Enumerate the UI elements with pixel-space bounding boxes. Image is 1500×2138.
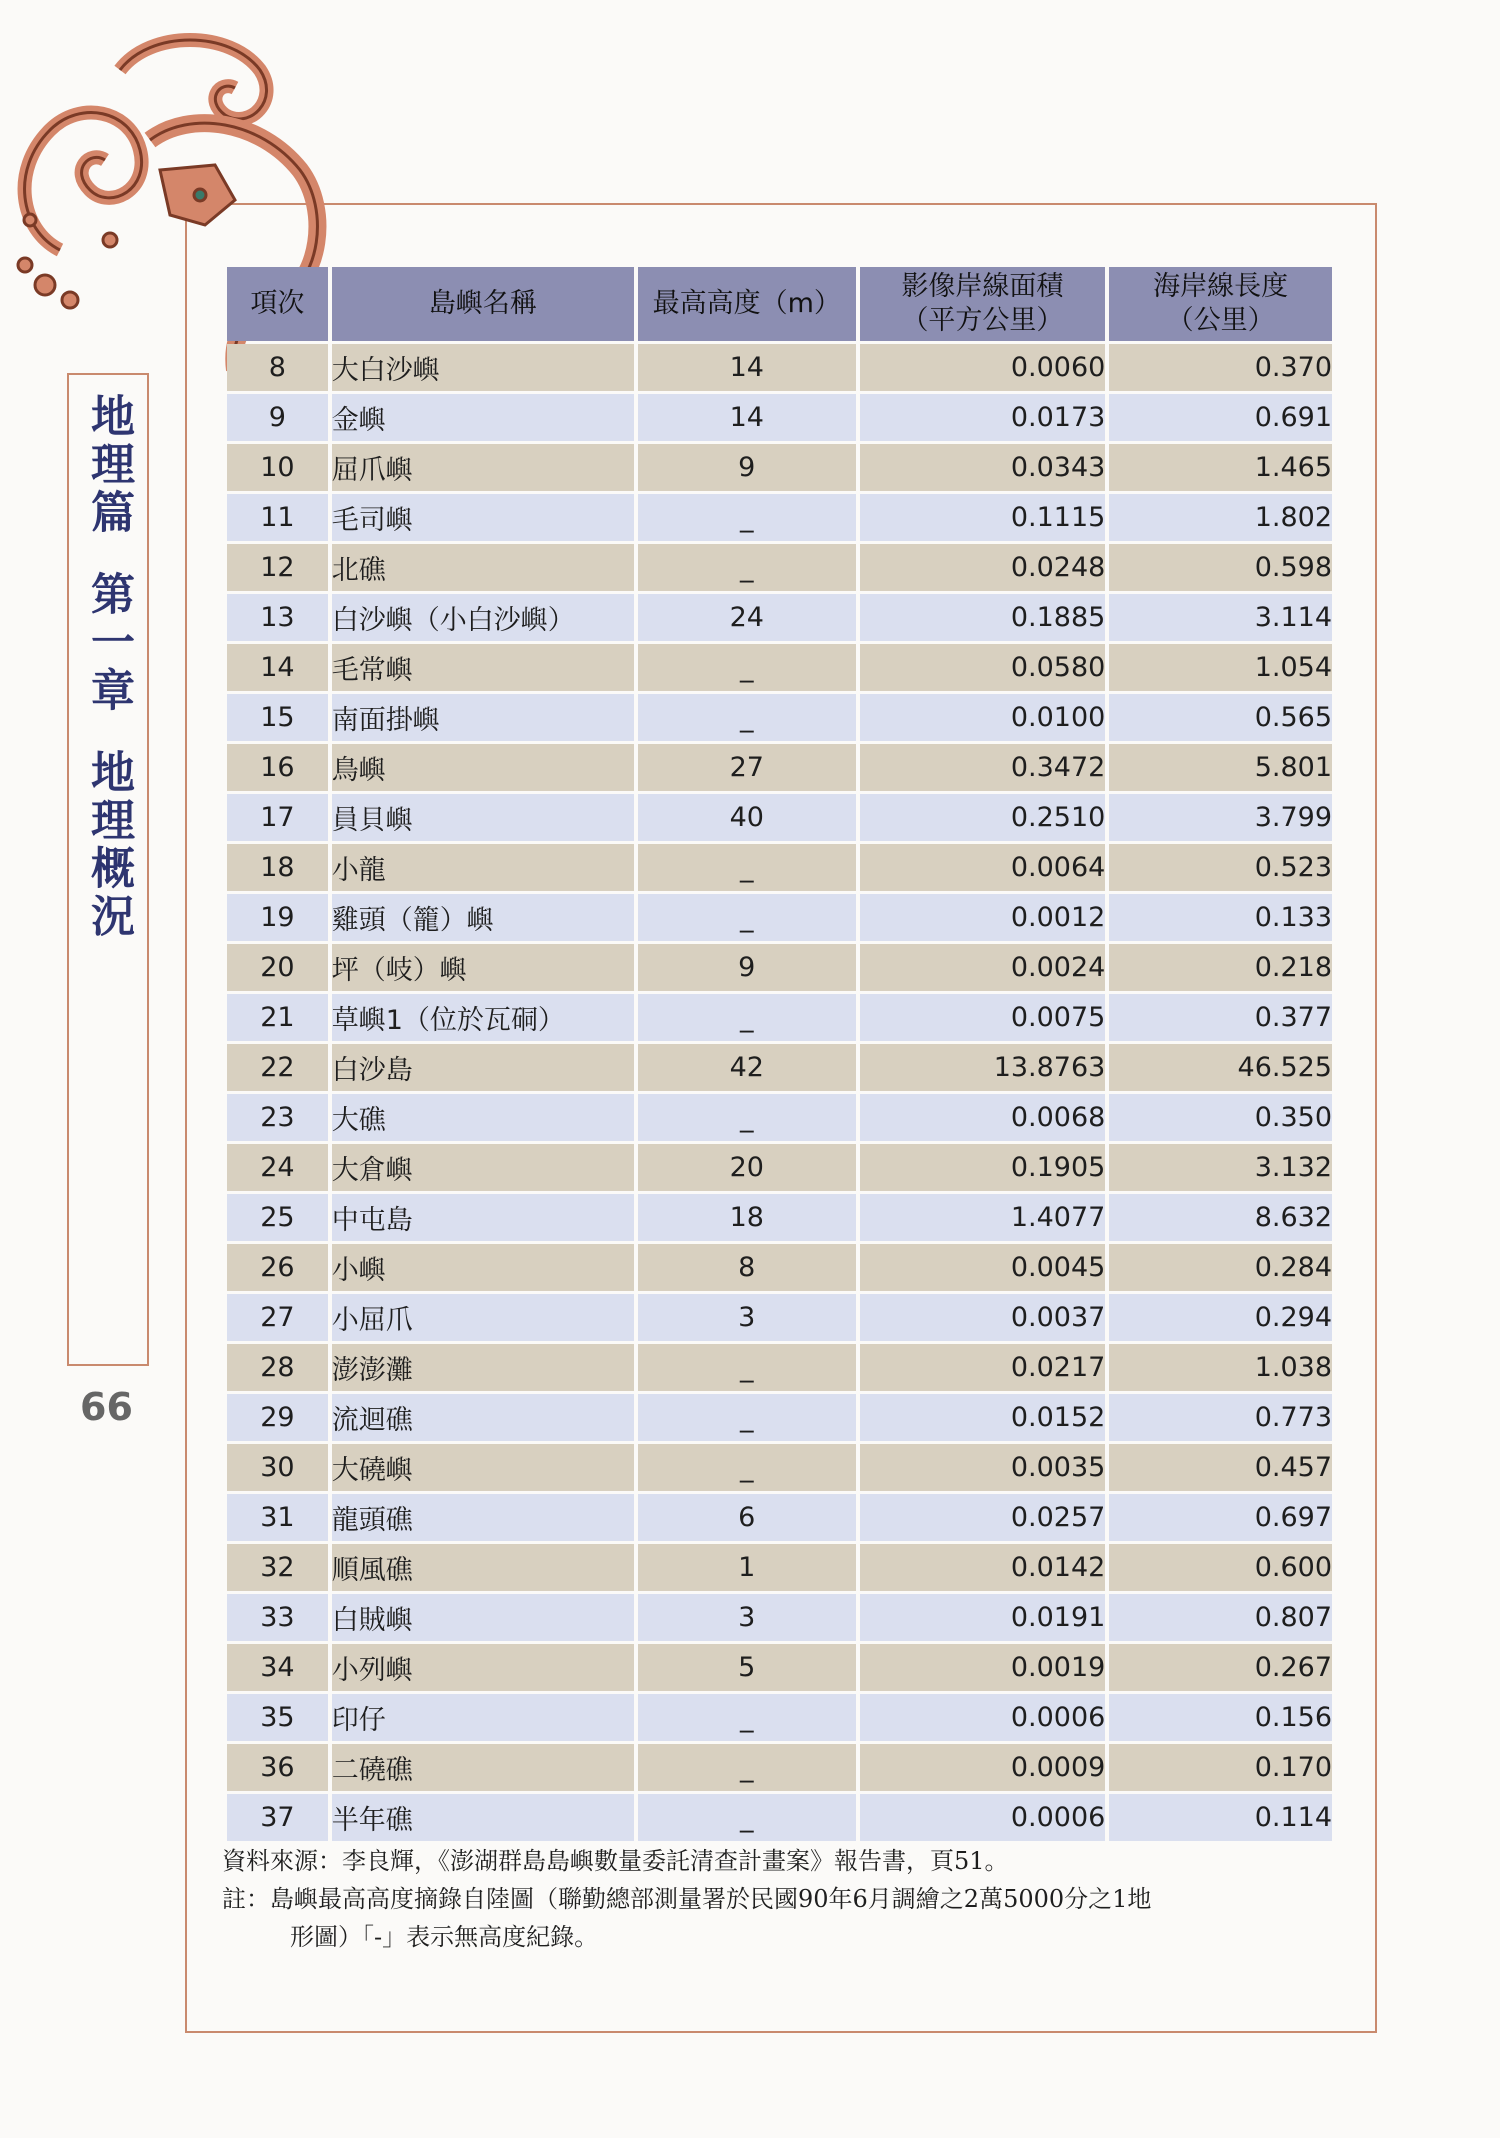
cell-area: 0.0217: [860, 1344, 1106, 1391]
cell-coast: 0.598: [1109, 544, 1332, 591]
cell-coast: 0.267: [1109, 1644, 1332, 1691]
cell-coast: 0.350: [1109, 1094, 1332, 1141]
cell-area: 0.0012: [860, 894, 1106, 941]
cell-area: 0.0075: [860, 994, 1106, 1041]
table-row: [227, 444, 1332, 491]
cell-height: 20: [638, 1144, 856, 1191]
table-row: [227, 494, 1332, 541]
chapter-side-box: [67, 373, 149, 1366]
cell-height: _: [638, 1094, 856, 1141]
cell-area: 0.1905: [860, 1144, 1106, 1191]
table-row: [227, 994, 1332, 1041]
cell-name: 大白沙嶼: [332, 344, 634, 391]
cell-area: 13.8763: [860, 1044, 1106, 1091]
cell-height: 9: [638, 444, 856, 491]
cell-coast: 0.133: [1109, 894, 1332, 941]
table-row: [227, 694, 1332, 741]
cell-name: 小嶼: [332, 1244, 634, 1291]
table-header-row: [227, 267, 1332, 341]
cell-no: 27: [227, 1294, 328, 1341]
cell-coast: 0.457: [1109, 1444, 1332, 1491]
header-coast-line1: 海岸線長度: [1153, 271, 1289, 302]
cell-height: _: [638, 694, 856, 741]
cell-name: 大礁: [332, 1094, 634, 1141]
cell-area: 0.1885: [860, 594, 1106, 641]
cell-area: 0.0142: [860, 1544, 1106, 1591]
cell-height: 24: [638, 594, 856, 641]
cell-no: 31: [227, 1494, 328, 1541]
cell-name: 草嶼1（位於瓦硐）: [332, 994, 634, 1041]
cell-name: 坪（岐）嶼: [332, 944, 634, 991]
header-coast-line2: （公里）: [1166, 305, 1275, 336]
cell-no: 37: [227, 1794, 328, 1841]
cell-height: 14: [638, 344, 856, 391]
header-height: 最高高度（m）: [638, 267, 856, 341]
cell-no: 24: [227, 1144, 328, 1191]
table-row: [227, 1044, 1332, 1091]
chapter-side-title: [69, 393, 147, 941]
cell-coast: 0.218: [1109, 944, 1332, 991]
cell-coast: 46.525: [1109, 1044, 1332, 1091]
table-row: [227, 894, 1332, 941]
header-no: 項次: [227, 267, 328, 341]
table-row: [227, 544, 1332, 591]
cell-height: _: [638, 1694, 856, 1741]
section-title: 地理概況: [83, 749, 134, 941]
table-row: [227, 594, 1332, 641]
cell-height: 5: [638, 1644, 856, 1691]
cell-no: 36: [227, 1744, 328, 1791]
cell-no: 29: [227, 1394, 328, 1441]
cell-height: 42: [638, 1044, 856, 1091]
cell-area: 0.0035: [860, 1444, 1106, 1491]
cell-name: 大倉嶼: [332, 1144, 634, 1191]
cell-no: 22: [227, 1044, 328, 1091]
cell-coast: 0.691: [1109, 394, 1332, 441]
cell-name: 員貝嶼: [332, 794, 634, 841]
cell-name: 中屯島: [332, 1194, 634, 1241]
cell-name: 澎澎灘: [332, 1344, 634, 1391]
cell-no: 8: [227, 344, 328, 391]
cell-coast: 0.773: [1109, 1394, 1332, 1441]
cell-area: 0.0060: [860, 344, 1106, 391]
table-row: [227, 644, 1332, 691]
cell-area: 0.0257: [860, 1494, 1106, 1541]
cell-no: 35: [227, 1694, 328, 1741]
cell-name: 小列嶼: [332, 1644, 634, 1691]
cell-name: 毛常嶼: [332, 644, 634, 691]
source-note: 資料來源：李良輝，《澎湖群島島嶼數量委託清查計畫案》報告書，頁51。: [222, 1847, 1009, 1875]
table-row: [227, 1594, 1332, 1641]
cell-area: 0.0152: [860, 1394, 1106, 1441]
cell-name: 金嶼: [332, 394, 634, 441]
cell-coast: 3.132: [1109, 1144, 1332, 1191]
table-row: [227, 744, 1332, 791]
header-area-line1: 影像岸線面積: [901, 271, 1064, 302]
cell-coast: 8.632: [1109, 1194, 1332, 1241]
cell-height: 40: [638, 794, 856, 841]
cell-coast: 0.565: [1109, 694, 1332, 741]
cell-no: 12: [227, 544, 328, 591]
cell-name: 半年礁: [332, 1794, 634, 1841]
cell-coast: 1.054: [1109, 644, 1332, 691]
cell-coast: 0.807: [1109, 1594, 1332, 1641]
table-row: [227, 1144, 1332, 1191]
cell-name: 雞頭（籠）嶼: [332, 894, 634, 941]
cell-name: 二磽礁: [332, 1744, 634, 1791]
cell-coast: 0.114: [1109, 1794, 1332, 1841]
cell-name: 小屈爪: [332, 1294, 634, 1341]
cell-no: 32: [227, 1544, 328, 1591]
chapter-number: 第一章: [83, 571, 134, 715]
cell-area: 0.0343: [860, 444, 1106, 491]
cell-name: 北礁: [332, 544, 634, 591]
cell-no: 23: [227, 1094, 328, 1141]
cell-height: _: [638, 1794, 856, 1841]
table-row: [227, 1294, 1332, 1341]
table-row: [227, 1544, 1332, 1591]
table-row: [227, 1444, 1332, 1491]
cell-coast: 1.802: [1109, 494, 1332, 541]
cell-height: 27: [638, 744, 856, 791]
cell-coast: 0.377: [1109, 994, 1332, 1041]
cell-height: 3: [638, 1594, 856, 1641]
table-row: [227, 1794, 1332, 1841]
cell-no: 17: [227, 794, 328, 841]
cell-area: 0.0580: [860, 644, 1106, 691]
cell-area: 0.0100: [860, 694, 1106, 741]
cell-no: 14: [227, 644, 328, 691]
cell-no: 10: [227, 444, 328, 491]
table-notes: [222, 1842, 1322, 1956]
cell-area: 0.0006: [860, 1694, 1106, 1741]
cell-coast: 0.156: [1109, 1694, 1332, 1741]
header-area: [860, 267, 1106, 341]
cell-area: 0.0045: [860, 1244, 1106, 1291]
cell-height: 8: [638, 1244, 856, 1291]
table-row: [227, 1744, 1332, 1791]
table-row: [227, 1194, 1332, 1241]
table-row: [227, 944, 1332, 991]
cell-name: 白沙嶼（小白沙嶼）: [332, 594, 634, 641]
cell-no: 21: [227, 994, 328, 1041]
cell-name: 流迴礁: [332, 1394, 634, 1441]
cell-name: 印仔: [332, 1694, 634, 1741]
island-table: [223, 264, 1336, 1844]
cell-area: 0.0068: [860, 1094, 1106, 1141]
cell-height: 6: [638, 1494, 856, 1541]
cell-area: 0.0006: [860, 1794, 1106, 1841]
cell-coast: 0.600: [1109, 1544, 1332, 1591]
cell-coast: 0.170: [1109, 1744, 1332, 1791]
cell-no: 26: [227, 1244, 328, 1291]
cell-height: 9: [638, 944, 856, 991]
cell-coast: 1.038: [1109, 1344, 1332, 1391]
height-note-line2: 形圖）「-」表示無高度紀錄。: [290, 1923, 599, 1951]
cell-height: _: [638, 1394, 856, 1441]
cell-no: 11: [227, 494, 328, 541]
table-body: [227, 344, 1332, 1841]
cell-name: 屈爪嶼: [332, 444, 634, 491]
header-coast: [1109, 267, 1332, 341]
cell-area: 0.0191: [860, 1594, 1106, 1641]
cell-no: 20: [227, 944, 328, 991]
table-row: [227, 344, 1332, 391]
cell-name: 順風礁: [332, 1544, 634, 1591]
table-row: [227, 794, 1332, 841]
height-note-line1: 註：島嶼最高高度摘錄自陸圖（聯勤總部測量署於民國90年6月調繪之2萬5000分之1地: [222, 1885, 1152, 1913]
header-area-line2: （平方公里）: [901, 305, 1064, 336]
cell-height: _: [638, 894, 856, 941]
cell-area: 0.0019: [860, 1644, 1106, 1691]
cell-coast: 0.697: [1109, 1494, 1332, 1541]
cell-no: 30: [227, 1444, 328, 1491]
cell-area: 0.0024: [860, 944, 1106, 991]
cell-area: 0.2510: [860, 794, 1106, 841]
cell-name: 白賊嶼: [332, 1594, 634, 1641]
cell-area: 0.0009: [860, 1744, 1106, 1791]
cell-coast: 5.801: [1109, 744, 1332, 791]
cell-name: 小龍: [332, 844, 634, 891]
page-number: 66: [80, 1385, 133, 1429]
cell-height: _: [638, 1444, 856, 1491]
cell-no: 34: [227, 1644, 328, 1691]
cell-height: 3: [638, 1294, 856, 1341]
cell-height: 14: [638, 394, 856, 441]
cell-coast: 0.294: [1109, 1294, 1332, 1341]
cell-area: 0.0037: [860, 1294, 1106, 1341]
cell-height: 18: [638, 1194, 856, 1241]
cell-area: 1.4077: [860, 1194, 1106, 1241]
table-row: [227, 1344, 1332, 1391]
cell-height: _: [638, 644, 856, 691]
cell-height: 1: [638, 1544, 856, 1591]
cell-no: 33: [227, 1594, 328, 1641]
cell-name: 毛司嶼: [332, 494, 634, 541]
cell-name: 南面掛嶼: [332, 694, 634, 741]
table-row: [227, 844, 1332, 891]
cell-no: 15: [227, 694, 328, 741]
cell-no: 19: [227, 894, 328, 941]
cell-height: _: [638, 1744, 856, 1791]
table-row: [227, 394, 1332, 441]
table-row: [227, 1644, 1332, 1691]
cell-name: 白沙島: [332, 1044, 634, 1091]
cell-name: 鳥嶼: [332, 744, 634, 791]
cell-no: 13: [227, 594, 328, 641]
cell-name: 龍頭礁: [332, 1494, 634, 1541]
cell-area: 0.0173: [860, 394, 1106, 441]
part-title: 地理篇: [83, 393, 134, 537]
cell-coast: 1.465: [1109, 444, 1332, 491]
cell-coast: 3.799: [1109, 794, 1332, 841]
cell-area: 0.0248: [860, 544, 1106, 591]
cell-height: _: [638, 844, 856, 891]
cell-area: 0.3472: [860, 744, 1106, 791]
table-row: [227, 1394, 1332, 1441]
cell-coast: 0.370: [1109, 344, 1332, 391]
cell-area: 0.0064: [860, 844, 1106, 891]
cell-no: 9: [227, 394, 328, 441]
cell-coast: 3.114: [1109, 594, 1332, 641]
table-row: [227, 1694, 1332, 1741]
table-row: [227, 1094, 1332, 1141]
cell-height: _: [638, 994, 856, 1041]
cell-name: 大磽嶼: [332, 1444, 634, 1491]
cell-no: 28: [227, 1344, 328, 1391]
table-row: [227, 1244, 1332, 1291]
cell-no: 25: [227, 1194, 328, 1241]
header-name: 島嶼名稱: [332, 267, 634, 341]
cell-height: _: [638, 494, 856, 541]
cell-coast: 0.523: [1109, 844, 1332, 891]
cell-coast: 0.284: [1109, 1244, 1332, 1291]
cell-height: _: [638, 544, 856, 591]
cell-area: 0.1115: [860, 494, 1106, 541]
cell-no: 18: [227, 844, 328, 891]
cell-height: _: [638, 1344, 856, 1391]
table-row: [227, 1494, 1332, 1541]
cell-no: 16: [227, 744, 328, 791]
